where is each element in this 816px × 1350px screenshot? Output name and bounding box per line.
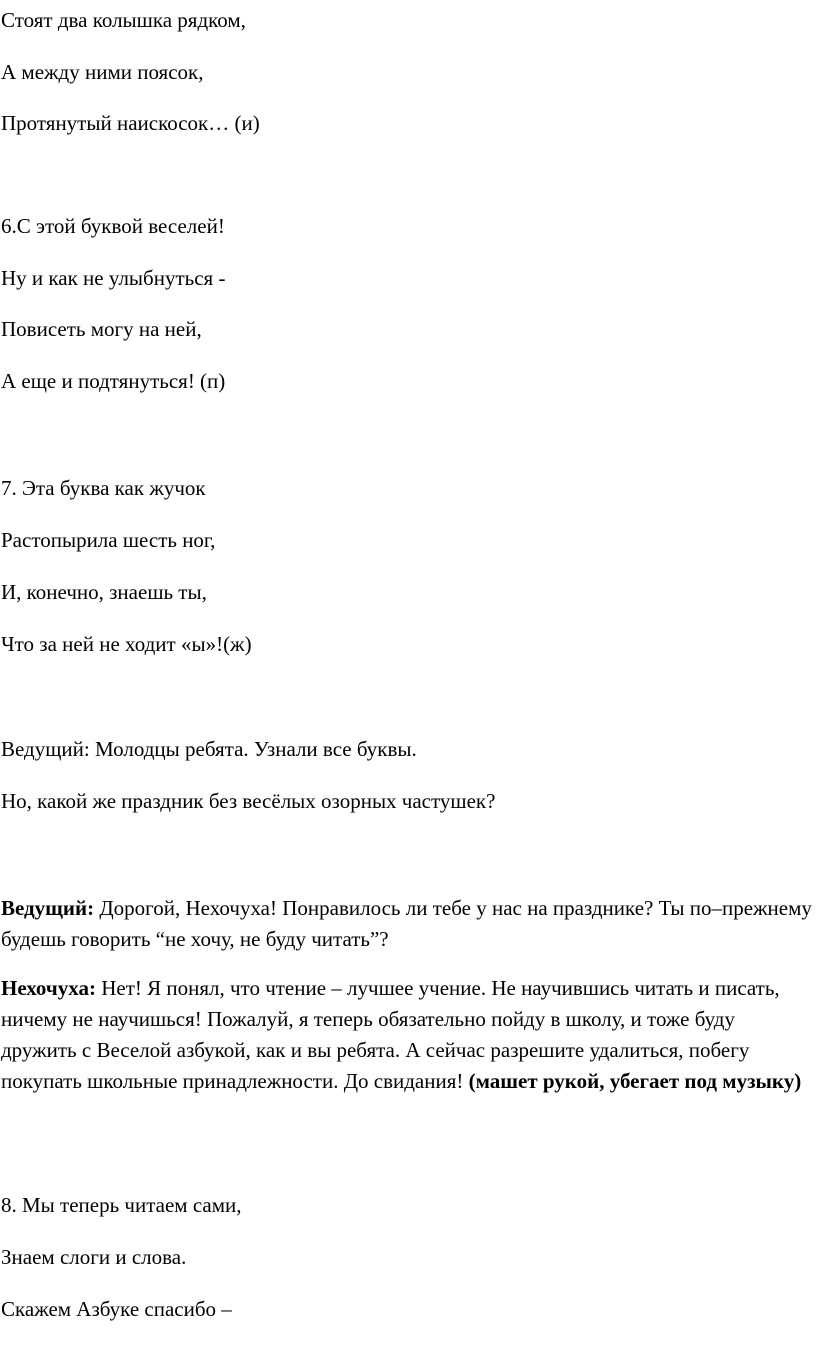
verse-line: А между ними поясок,: [1, 60, 204, 84]
nekhochukha-paragraph: [1, 973, 813, 1097]
verse-line: И, конечно, знаешь ты,: [1, 580, 207, 604]
verse-line: Стоят два колышка рядком,: [1, 8, 246, 32]
verse-line: Ну и как не улыбнуться -: [1, 266, 226, 290]
host-line: Ведущий: Молодцы ребята. Узнали все буквы.: [1, 737, 417, 761]
verse-line: 6.С этой буквой веселей!: [1, 214, 225, 238]
stage-direction: (машет рукой, убегает под музыку): [468, 1069, 802, 1093]
verse-line: Скажем Азбуке спасибо –: [1, 1297, 232, 1321]
verse-line: Растопырила шесть ног,: [1, 528, 216, 552]
speech-text: Нет! Я понял, что чтение – лучшее учение. Не научившись читать и писать, ничему не научишься! Пожалуй, я теперь обязательно пойду в школу, и тоже буду дружить с Веселой азбукой, как и вы ребята. А сейчас разрешите удалиться, побегу покупать школьные принадлежности. До свидания!: [1, 976, 780, 1093]
verse-line: 8. Мы теперь читаем сами,: [1, 1193, 242, 1217]
speech-text: Дорогой, Нехочуха! Понравилось ли тебе у нас на празднике? Ты по–прежнему будешь говорить “не хочу, не буду читать”?: [1, 896, 812, 951]
speaker-name: Ведущий:: [1, 896, 95, 920]
speaker-name: Нехочуха:: [1, 976, 96, 1000]
verse-line: Знаем слоги и слова.: [1, 1245, 187, 1269]
verse-line: Повисеть могу на ней,: [1, 317, 202, 341]
verse-line: 7. Эта буква как жучок: [1, 476, 206, 500]
host-paragraph: [1, 893, 813, 955]
host-line: Но, какой же праздник без весёлых озорных частушек?: [1, 789, 496, 813]
verse-line: Что за ней не ходит «ы»!(ж): [1, 632, 252, 656]
verse-line: А еще и подтянуться! (п): [1, 369, 226, 393]
verse-line: Протянутый наискосок… (и): [1, 111, 260, 135]
